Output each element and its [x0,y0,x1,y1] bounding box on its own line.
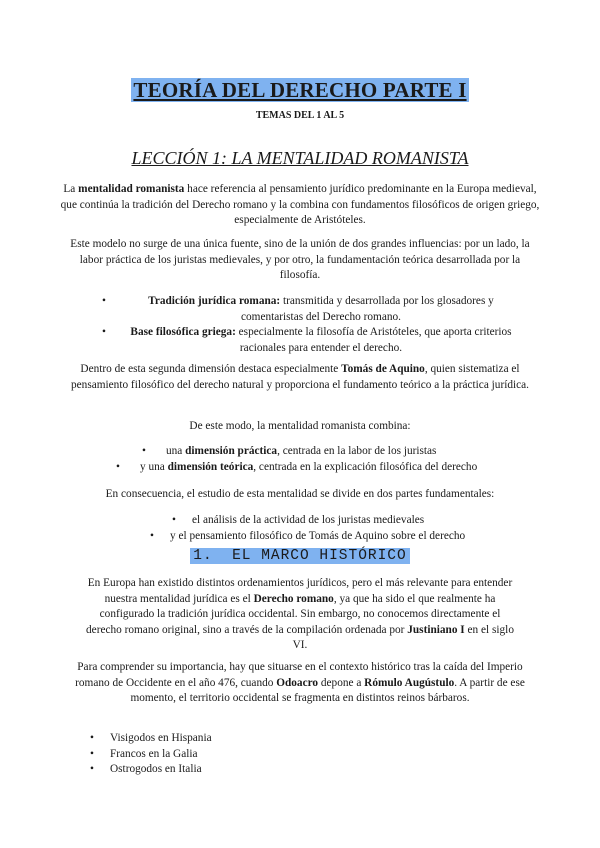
list-item: • Visigodos en Hispania [88,731,388,747]
text-run: , centrada en la explicación filosófica del derecho [253,460,478,473]
bold-term: Tradición jurídica romana: [148,295,281,307]
section-heading-text: 1. EL MARCO HISTÓRICO [190,548,409,564]
list-item [100,325,520,356]
text-run: , ya que ha sido el que realmente ha configurado la tradición jurídica occidental. Sin embargo, no conocemos directamente el derecho romano original, sino a través de la compilación ordenada por [86,592,501,636]
paragraph-roman-law [84,576,516,654]
text-run: En Europa han existido distintos ordenamientos jurídicos, pero el más relevante para entender nuestra mentalidad jurídica es el [87,577,513,605]
text-run: depone a [318,676,365,689]
paragraph-intro [60,182,540,229]
list-item: • el análisis de la actividad de los juristas medievales [170,513,550,529]
text-run: una [166,445,186,457]
bold-term: dimensión teórica [167,460,254,473]
lesson-title: LECCIÓN 1: LA MENTALIDAD ROMANISTA [131,148,469,168]
list-item [114,460,540,476]
dimensions-list [140,444,540,475]
paragraph-division: En consecuencia, el estudio de esta mentalidad se divide en dos partes fundamentales: [105,488,495,500]
kingdoms-list [88,731,388,778]
list-item: • Francos en la Galia [88,747,388,763]
document-title-text: TEORÍA DEL DERECHO PARTE I [133,78,467,102]
paragraph-influences: Este modelo no surge de una única fuente, sino de la unión de dos grandes influencias: por un lado, la labor práctica de los juristas medievales, y por otro, la fundamentación teórica desarrollada por la filosofía. [70,238,530,281]
text-run: transmitida y desarrollada por los glosadores y comentaristas del Derecho romano. [241,295,494,323]
text-run: en el siglo VI. [292,623,514,651]
text-run: , centrada en la labor de los juristas [277,445,437,457]
bold-term: Rómulo Augústulo [364,676,455,689]
text-run: Para comprender su importancia, hay que situarse en el contexto histórico tras la caída del Imperio romano de Occidente en el año 476, cuando [75,661,523,689]
bold-term: Base filosófica griega: [130,326,236,338]
influences-list [100,294,520,356]
bold-term: Derecho romano [253,592,334,605]
list-item: • Ostrogodos en Italia [88,762,388,778]
text-run: , quien sistematiza el pensamiento filosófico del derecho natural y proporciona el fundamento teórico a la práctica jurídica. [71,363,529,391]
list-item [140,444,540,460]
list-item [100,294,520,325]
text-run: . A partir de ese momento, el territorio occidental se fragmenta en distintos reinos bárbaros. [130,676,525,704]
list-item: • y el pensamiento filosófico de Tomás de Aquino sobre el derecho [148,529,550,545]
paragraph-aquino [60,362,540,393]
bold-term: Justiniano I [407,623,465,636]
text-run: y una [140,460,168,473]
document-title [0,78,600,103]
bold-term: Tomás de Aquino [341,363,425,375]
text-run: especialmente la filosofía de Aristóteles, que aporta criterios racionales para entender el derecho. [235,326,512,354]
paragraph-context [72,660,528,707]
paragraph-combina: De este modo, la mentalidad romanista combina: [189,420,411,432]
text-run: hace referencia al pensamiento jurídico predominante en la Europa medieval, que continúa la tradición del Derecho romano y la combina con fundamentos filosóficos de origen griego, especialmente de Aristóteles. [60,183,540,226]
bold-term: dimensión práctica [185,445,278,457]
text-run: La [63,183,79,195]
section-heading [0,544,600,564]
bold-term: Odoacro [276,676,319,689]
text-run: Dentro de esta segunda dimensión destaca especialmente [80,363,342,375]
bold-term: mentalidad romanista [78,183,185,195]
document-subtitle: TEMAS DEL 1 AL 5 [255,110,345,121]
division-list [170,513,550,544]
